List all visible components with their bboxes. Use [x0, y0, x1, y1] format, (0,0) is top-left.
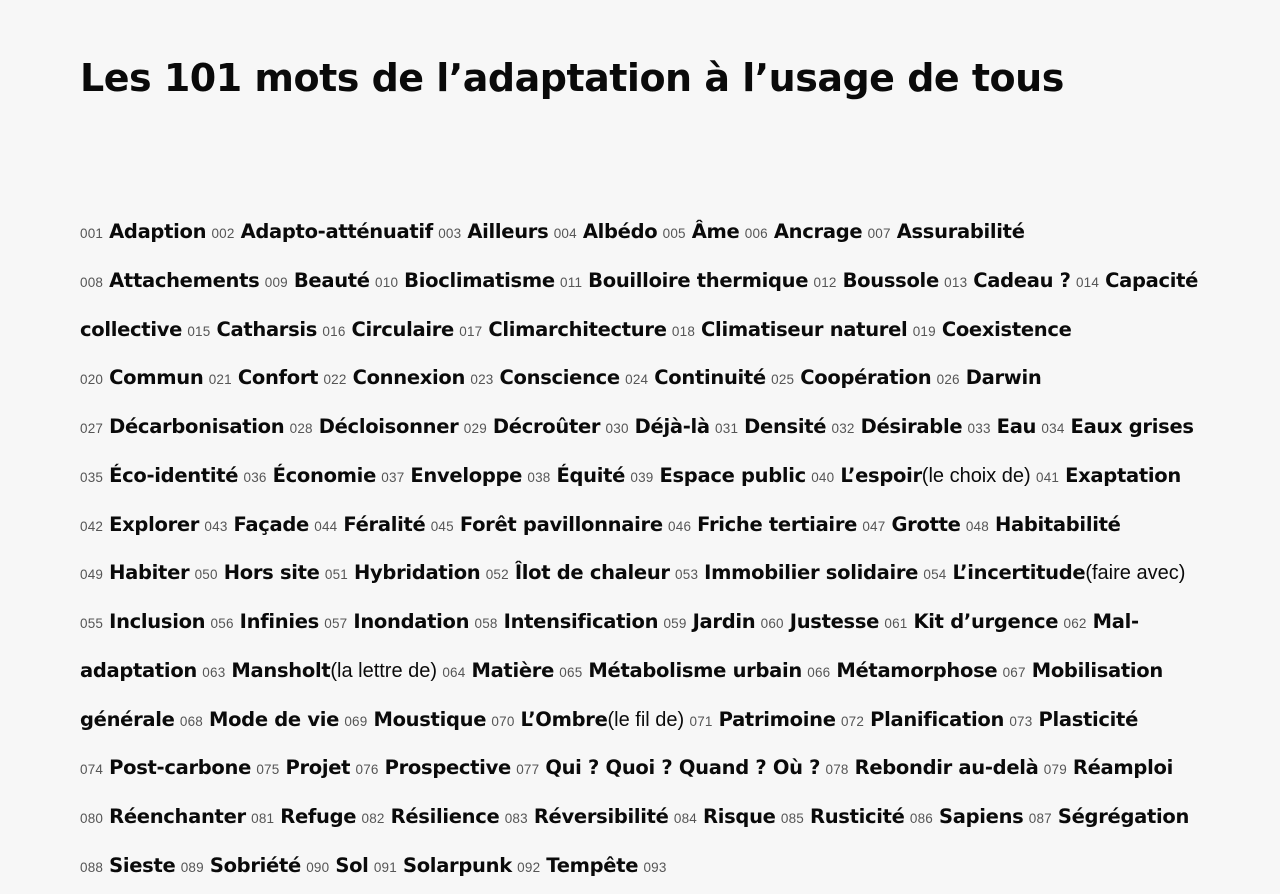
entry-word[interactable]: Réenchanter — [109, 805, 246, 828]
entry-word[interactable]: L’Ombre — [520, 707, 608, 731]
entry-note: (le fil de) — [607, 708, 685, 731]
entry-word[interactable]: Mode de vie — [208, 707, 340, 731]
entry-word[interactable]: Adapto-atténuatif — [240, 220, 433, 243]
entry-number: 013 — [944, 274, 968, 290]
entry-word[interactable]: Bioclimatisme — [404, 268, 555, 292]
entry-number: 026 — [936, 372, 960, 388]
entry-word[interactable]: L’espoir — [840, 463, 922, 487]
entry-number: 015 — [187, 323, 211, 339]
entry-word[interactable]: Réversibilité — [533, 805, 669, 828]
entry-number: 024 — [625, 372, 649, 388]
entry-number: 054 — [923, 567, 947, 583]
entry-number: 023 — [470, 372, 494, 388]
entry-word[interactable]: Inclusion — [109, 610, 206, 633]
entry-number: 066 — [807, 664, 831, 680]
entry-number: 040 — [811, 469, 835, 485]
entry-word[interactable]: Équité — [556, 463, 626, 487]
entry-number: 031 — [715, 421, 739, 436]
entry-word[interactable]: Mobilisation générale — [80, 658, 1163, 731]
entry-word[interactable]: Sieste — [109, 853, 176, 877]
entry-word[interactable]: Économie — [272, 463, 376, 487]
entry-number: 038 — [527, 469, 551, 485]
entry-number: 076 — [355, 762, 379, 778]
entry-number: 056 — [210, 616, 234, 631]
entry-word[interactable]: Îlot de chaleur — [514, 561, 670, 585]
entry-word[interactable]: Coexistence — [941, 317, 1072, 341]
entry-number: 087 — [1028, 811, 1052, 826]
entry-word[interactable]: Sol — [335, 853, 369, 877]
entry-word[interactable]: Infinies — [239, 610, 319, 633]
entry-number: 043 — [204, 518, 228, 534]
entry-word[interactable]: Plasticité — [1038, 707, 1139, 731]
entry-word[interactable]: Refuge — [280, 805, 357, 828]
entry-number: 002 — [211, 226, 235, 241]
entry-number: 014 — [1075, 274, 1100, 290]
entry-word[interactable]: Solarpunk — [402, 853, 512, 877]
entry-number: 011 — [560, 274, 583, 290]
entry-number: 062 — [1063, 616, 1087, 631]
entry-word[interactable]: Ségrégation — [1057, 805, 1190, 828]
entry-number: 085 — [780, 811, 804, 826]
entry-word[interactable]: Inondation — [353, 610, 470, 633]
entry-word[interactable]: Habitabilité — [994, 512, 1121, 536]
entry-number: 021 — [208, 372, 232, 388]
entry-number: 072 — [840, 713, 865, 729]
entry-number: 090 — [306, 859, 330, 875]
entry-number: 082 — [361, 811, 385, 826]
entry-number: 017 — [459, 323, 483, 339]
entry-word[interactable]: Conscience — [499, 366, 620, 390]
entry-number: 032 — [831, 421, 855, 436]
entry-word[interactable]: Sobriété — [209, 853, 301, 877]
entry-number: 033 — [967, 421, 991, 436]
entry-number: 035 — [80, 469, 104, 485]
entry-word[interactable]: Métamorphose — [836, 658, 998, 682]
entry-word[interactable]: Capacité collective — [80, 268, 1199, 341]
entry-word[interactable]: Façade — [233, 512, 309, 536]
entry-word[interactable]: Adaption — [109, 220, 207, 243]
entry-number: 008 — [80, 274, 104, 290]
entry-note: (le choix de) — [921, 464, 1031, 487]
entry-word[interactable]: Boussole — [842, 268, 939, 292]
entry-number: 073 — [1009, 713, 1033, 729]
entry-word[interactable]: Attachements — [109, 268, 260, 292]
entry-number: 030 — [605, 421, 629, 436]
entry-number: 060 — [760, 616, 784, 631]
entry-number: 089 — [180, 859, 204, 875]
entry-word[interactable]: Déjà-là — [634, 415, 710, 438]
entry-number: 069 — [344, 713, 368, 729]
entry-number: 081 — [251, 811, 275, 826]
entry-number: 088 — [80, 859, 104, 875]
entry-word[interactable]: Connexion — [352, 366, 466, 390]
entry-word[interactable]: Prospective — [384, 756, 511, 780]
entry-number: 045 — [430, 518, 454, 534]
entry-word[interactable]: Rusticité — [809, 805, 905, 828]
entry-word[interactable]: Métabolisme urbain — [588, 658, 802, 682]
entry-number: 074 — [80, 762, 104, 778]
entry-number: 050 — [194, 567, 218, 583]
entry-number: 010 — [375, 274, 399, 290]
entry-number: 077 — [516, 762, 540, 778]
entry-note: (faire avec) — [1085, 562, 1186, 585]
entry-number: 064 — [442, 664, 466, 680]
entry-word[interactable]: Intensification — [503, 610, 659, 633]
entry-word[interactable]: Décroûter — [492, 415, 601, 438]
entry-word[interactable]: Décarbonisation — [109, 415, 285, 438]
entry-number: 034 — [1041, 421, 1065, 436]
entry-word[interactable]: Jardin — [692, 610, 756, 633]
entry-number: 080 — [80, 811, 104, 826]
entry-number: 079 — [1043, 762, 1067, 778]
entry-word[interactable]: Décloisonner — [318, 415, 459, 438]
entry-number: 041 — [1036, 469, 1060, 485]
entry-word[interactable]: Matière — [471, 658, 555, 682]
entry-number: 084 — [673, 811, 697, 826]
entry-word[interactable]: Âme — [691, 220, 740, 243]
entry-number: 091 — [373, 859, 397, 875]
entry-word[interactable]: L’incertitude — [952, 561, 1086, 585]
page-title: Les 101 mots de l’adaptation à l’usage de tous — [80, 56, 1064, 100]
entry-number: 092 — [517, 859, 541, 875]
entry-word[interactable]: Ancrage — [773, 220, 863, 243]
entry-number: 029 — [463, 421, 487, 436]
entry-number: 047 — [862, 518, 886, 534]
entry-word[interactable]: Darwin — [965, 366, 1042, 390]
entry-number: 016 — [322, 323, 346, 339]
entry-word[interactable]: Post-carbone — [109, 756, 252, 780]
entry-word[interactable]: Explorer — [109, 512, 200, 536]
entry-word[interactable]: Mal-adaptation — [80, 610, 1139, 682]
entry-number: 071 — [689, 713, 713, 729]
entry-word[interactable]: Moustique — [373, 707, 487, 731]
entry-number: 006 — [744, 226, 768, 241]
entry-word[interactable]: Risque — [703, 805, 776, 828]
entry-number: 068 — [179, 713, 203, 729]
entry-word[interactable]: Climarchitecture — [488, 317, 667, 341]
entry-number: 019 — [912, 323, 936, 339]
entry-number: 086 — [909, 811, 933, 826]
entry-word[interactable]: Friche tertiaire — [697, 512, 858, 536]
entry-word[interactable]: Assurabilité — [896, 220, 1025, 243]
entry-word[interactable]: Tempête — [546, 853, 639, 877]
entry-word[interactable]: Albédo — [582, 220, 658, 243]
entry-number: 053 — [675, 567, 699, 583]
word-index — [80, 211, 1200, 894]
entry-number: 001 — [80, 226, 104, 241]
entry-word[interactable]: Circulaire — [351, 317, 454, 341]
entry-number: 012 — [813, 274, 837, 290]
entry-number: 052 — [485, 567, 509, 583]
entry-number: 059 — [663, 616, 687, 631]
entry-word[interactable]: Eau — [996, 415, 1037, 438]
entry-word[interactable]: Beauté — [293, 268, 370, 292]
entry-number: 042 — [80, 518, 104, 534]
entry-word[interactable]: Féralité — [343, 512, 426, 536]
entry-number: 022 — [323, 372, 347, 388]
entry-word[interactable]: Grotte — [891, 512, 961, 536]
entry-word[interactable]: Cadeau ? — [973, 268, 1071, 292]
entry-number: 046 — [668, 518, 692, 534]
entry-word[interactable]: Ailleurs — [467, 220, 549, 243]
entry-number: 093 — [643, 859, 667, 875]
entry-word[interactable]: Planification — [870, 707, 1005, 731]
entry-word[interactable]: Confort — [237, 366, 319, 390]
entry-number: 044 — [314, 518, 338, 534]
entry-number: 027 — [80, 421, 104, 436]
entry-number: 028 — [289, 421, 313, 436]
entry-word[interactable]: Bouilloire thermique — [588, 268, 809, 292]
entry-number: 037 — [381, 469, 405, 485]
entry-number: 036 — [243, 469, 267, 485]
entry-note: (la lettre de) — [330, 659, 438, 682]
entry-number: 070 — [491, 713, 515, 729]
entry-word[interactable]: Climatiseur naturel — [701, 317, 908, 341]
entry-number: 075 — [256, 762, 280, 778]
entry-word[interactable]: Kit d’urgence — [913, 610, 1059, 633]
entry-number: 025 — [771, 372, 795, 388]
entry-number: 063 — [202, 664, 226, 680]
entry-word[interactable]: Forêt pavillonnaire — [459, 512, 663, 536]
entry-number: 055 — [80, 616, 104, 631]
entry-word[interactable]: Résilience — [390, 805, 500, 828]
entry-number: 018 — [671, 323, 696, 339]
entry-word[interactable]: Densité — [744, 415, 827, 438]
entry-number: 005 — [662, 226, 686, 241]
entry-word[interactable]: Espace public — [659, 463, 806, 487]
entry-number: 061 — [884, 616, 908, 631]
entry-number: 065 — [559, 664, 583, 680]
entry-word[interactable]: Hybridation — [354, 561, 481, 585]
entry-number: 004 — [553, 226, 577, 241]
entry-number: 009 — [264, 274, 288, 290]
entry-word[interactable]: Sapiens — [939, 805, 1024, 828]
entry-word[interactable]: Désirable — [860, 415, 963, 438]
entry-word[interactable]: Patrimoine — [718, 707, 836, 731]
entry-word[interactable]: Rebondir au-delà — [854, 756, 1039, 780]
entry-number: 020 — [80, 372, 104, 388]
entry-word[interactable]: Mansholt — [231, 658, 331, 682]
entry-number: 007 — [867, 226, 891, 241]
entry-word[interactable]: Commun — [109, 366, 204, 390]
entry-word[interactable]: Eaux grises — [1070, 415, 1194, 438]
entry-word[interactable]: Justesse — [789, 610, 880, 633]
entry-number: 058 — [474, 616, 498, 631]
entry-word[interactable]: Projet — [285, 756, 351, 780]
entry-number: 048 — [965, 518, 989, 534]
entry-word[interactable]: Réamploi — [1072, 756, 1173, 780]
entry-number: 057 — [324, 616, 348, 631]
entry-word[interactable]: Coopération — [800, 366, 932, 390]
entry-word[interactable]: Continuité — [654, 366, 766, 390]
entry-word[interactable]: Catharsis — [216, 317, 318, 341]
entry-word[interactable]: Habiter — [109, 561, 190, 585]
entry-number: 003 — [438, 226, 462, 241]
entry-number: 078 — [825, 762, 849, 778]
entry-number: 049 — [80, 567, 104, 583]
entry-word[interactable]: Éco-identité — [109, 463, 239, 487]
entry-word[interactable]: Hors site — [223, 561, 320, 585]
entry-number: 051 — [324, 567, 348, 583]
entry-word[interactable]: Exaptation — [1065, 463, 1181, 487]
entry-word[interactable]: Enveloppe — [410, 463, 523, 487]
entry-word[interactable]: Immobilier solidaire — [704, 561, 919, 585]
entry-word[interactable]: Qui ? Quoi ? Quand ? Où ? — [545, 756, 821, 780]
entry-number: 067 — [1002, 664, 1026, 680]
entry-number: 083 — [504, 811, 528, 826]
entry-number: 039 — [630, 469, 654, 485]
